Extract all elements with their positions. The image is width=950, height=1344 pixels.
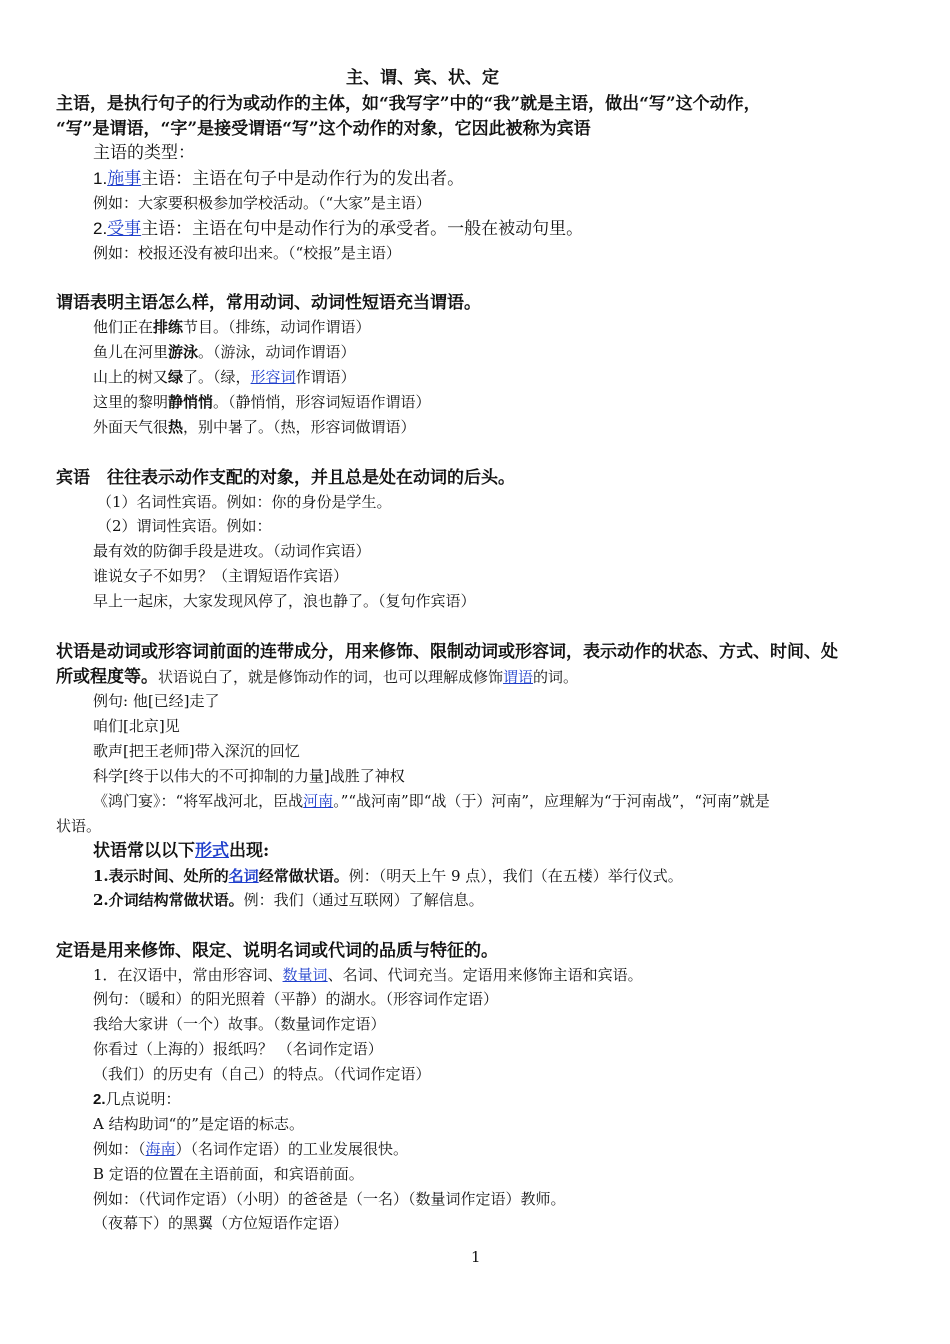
predicate-link[interactable]: 谓语	[503, 668, 534, 686]
point-1-text-end: 、名词、代词充当。定语用来修饰主语和宾语。	[327, 966, 643, 984]
point-2-number: 2.	[93, 1091, 106, 1108]
attributive-example-3: 你看过（上海的）报纸吗？ （名词作定语）	[93, 1040, 383, 1058]
point-1-text: 1．在汉语中，常由形容词、	[93, 966, 283, 984]
attributive-heading: 定语是用来修饰、限定、说明名词或代词的品质与特征的。	[56, 941, 498, 961]
example-keyword: 绿	[168, 368, 184, 386]
noun-link[interactable]: 名词	[228, 867, 259, 885]
form-1-bold-end: 经常做状语。	[258, 867, 349, 885]
adverbial-example-1: 例句: 他[已经]走了	[93, 692, 220, 710]
attributive-example-4: （我们）的历史有（自己）的特点。（代词作定语）	[93, 1065, 431, 1083]
attributive-note-b: B 定语的位置在主语前面，和宾语前面。	[93, 1165, 364, 1183]
forms-text-end: 出现:	[229, 841, 270, 861]
page-title: 主、谓、宾、状、定	[346, 68, 499, 88]
heading-end: 的词。	[533, 668, 579, 686]
subject-type-2	[93, 220, 583, 238]
adjective-link[interactable]: 形容词	[250, 368, 296, 386]
predicate-example-5	[93, 420, 416, 435]
heading-bold: 所或程度等。	[56, 667, 158, 687]
attributive-point-1	[93, 968, 643, 983]
intro-line-1: 主语，是执行句子的行为或动作的主体，如“我写字”中的“我”就是主语，做出“写”这个动作，	[56, 94, 761, 114]
hongmen-text-2: 。”“战河南”即“战（于）河南”，应理解为“于河南战”，“河南”就是	[333, 792, 770, 810]
object-example-2: 谁说女子不如男？（主谓短语作宾语）	[93, 567, 349, 585]
attributive-note-a-example	[93, 1142, 408, 1157]
forms-text: 状语常以以下	[93, 841, 195, 861]
subject-type-1-example: 例如：大家要积极参加学校活动。（“大家”是主语）	[93, 194, 431, 212]
patient-link[interactable]: 受事	[107, 219, 142, 239]
form-link[interactable]: 形式	[195, 841, 229, 861]
predicate-heading: 谓语表明主语怎么样，常用动词、动词性短语充当谓语。	[56, 293, 481, 313]
example-open: 例如：（	[93, 1140, 146, 1158]
intro-line-2: “写”是谓语，“字”是接受谓语“写”这个动作的对象，它因此被称为宾语	[56, 119, 591, 139]
adverbial-example-3: 歌声[把王老师]带入深沉的回忆	[93, 742, 300, 760]
example-keyword: 热	[168, 418, 184, 436]
object-example-3: 早上一起床，大家发现风停了，浪也静了。（复句作宾语）	[93, 592, 476, 610]
subject-type-2-example: 例如：校报还没有被印出来。（“校报”是主语）	[93, 244, 401, 262]
adverbial-example-4: 科学[终于以伟大的不可抑制的力量]战胜了神权	[93, 767, 405, 785]
form-2-example: 例：我们（通过互联网）了解信息。	[243, 891, 484, 909]
object-point-1: （1）名词性宾语。例如：你的身份是学生。	[97, 493, 392, 511]
example-rest: ）（名词作定语）的工业发展很快。	[175, 1140, 409, 1158]
adverbial-form-1	[93, 869, 683, 884]
object-heading: 宾语 往往表示动作支配的对象，并且总是处在动词的后头。	[56, 468, 515, 488]
agent-link[interactable]: 施事	[107, 169, 142, 189]
adverbial-form-2	[93, 893, 484, 908]
example-note: ，别中暑了。（热，形容词做谓语）	[183, 418, 416, 436]
example-text: 他们正在	[93, 318, 154, 336]
object-point-2: （2）谓词性宾语。例如：	[97, 517, 272, 535]
example-text: 外面天气很	[93, 418, 169, 436]
attributive-example-1: 例句：（暖和）的阳光照着（平静）的湖水。（形容词作定语）	[93, 990, 499, 1008]
predicate-example-1	[93, 320, 371, 335]
form-1-example: 例：（明天上午 9 点），我们（在五楼）举行仪式。	[348, 867, 683, 885]
hongmen-example-line-2: 状语。	[56, 817, 102, 835]
type-1-text: 主语：主语在句子中是动作行为的发出者。	[141, 169, 465, 189]
attributive-note-a: A 结构助词“的”是定语的标志。	[93, 1115, 304, 1133]
subject-type-1	[93, 170, 464, 188]
adverbial-heading-line-1: 状语是动词或形容词前面的连带成分，用来修饰、限制动词或形容词，表示动作的状态、方式、时间、处	[56, 642, 838, 662]
example-note: 。（静悄悄，形容词短语作谓语）	[213, 393, 431, 411]
example-note: 。（游泳，动词作谓语）	[198, 343, 356, 361]
henan-link[interactable]: 河南	[303, 792, 334, 810]
form-1-bold: 1.表示时间、处所的	[93, 867, 229, 885]
page-number: 1	[471, 1248, 481, 1266]
example-note-end: 作谓语）	[295, 368, 356, 386]
type-2-number: 2.	[93, 219, 108, 238]
subject-types-label: 主语的类型：	[93, 143, 195, 163]
predicate-example-3	[93, 370, 356, 385]
adverbial-heading-line-2	[56, 669, 578, 686]
example-text: 山上的树又	[93, 368, 169, 386]
hainan-link[interactable]: 海南	[145, 1140, 176, 1158]
attributive-point-2	[93, 1092, 181, 1107]
object-example-1: 最有效的防御手段是进攻。（动词作宾语）	[93, 542, 371, 560]
predicate-example-2	[93, 345, 356, 360]
example-note: 了。（绿，	[183, 368, 251, 386]
example-note: 节目。（排练，动词作谓语）	[183, 318, 371, 336]
adverbial-example-2: 咱们[北京]见	[93, 717, 180, 735]
heading-text: 状语说白了，就是修饰动作的词，也可以理解成修饰	[158, 668, 504, 686]
example-keyword: 排练	[153, 318, 184, 336]
adverbial-forms-heading	[93, 843, 269, 860]
example-keyword: 游泳	[168, 343, 199, 361]
example-text: 这里的黎明	[93, 393, 169, 411]
form-2-bold: 2.介词结构常做状语。	[93, 891, 244, 909]
numeral-classifier-link[interactable]: 数量词	[282, 966, 328, 984]
predicate-example-4	[93, 395, 431, 410]
attributive-note-b-example: 例如：（代词作定语）（小明）的爸爸是（一名）（数量词作定语）教师。	[93, 1190, 566, 1208]
example-text: 鱼儿在河里	[93, 343, 169, 361]
hongmen-text: 《鸿门宴》：“将军战河北，臣战	[93, 792, 304, 810]
example-keyword: 静悄悄	[168, 393, 214, 411]
type-2-text: 主语：主语在句中是动作行为的承受者。一般在被动句里。	[141, 219, 584, 239]
hongmen-example-line-1	[93, 794, 770, 809]
attributive-example-2: 我给大家讲（一个）故事。（数量词作定语）	[93, 1015, 386, 1033]
attributive-note-b-example-2: （夜幕下）的黑翼（方位短语作定语）	[93, 1214, 349, 1232]
type-1-number: 1.	[93, 169, 108, 188]
point-2-text: 几点说明：	[105, 1090, 181, 1108]
